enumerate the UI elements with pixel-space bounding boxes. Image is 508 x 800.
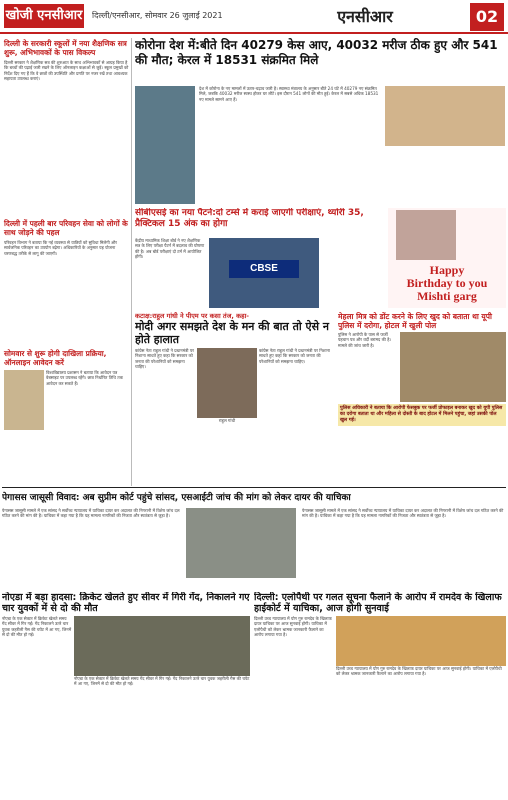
politics-kicker: कटाक्ष:राहुल गांधी ने पीएम पर कसा तंज, कहा- <box>135 312 249 320</box>
pegasus-body-2: पेगासस जासूसी मामले में एक सांसद ने सर्वोच्च न्यायालय में याचिका दायर कर अदालत की निगरानी में विशेष जांच दल गठित करने की मांग की है। याचिका में कहा गया है कि यह मामला नागरिकों की निजता और स्वतंत्रता से जुड़ा है। <box>302 508 504 519</box>
noida-body: नोएडा के एक सेक्टर में क्रिकेट खेलते समय गेंद सीवर में गिर गई। गेंद निकालने उतरे चार युवक जहरीली गैस की चपेट में आ गए, जिनमें से दो की मौत हो गई। <box>2 616 72 638</box>
highlight-box <box>338 404 506 426</box>
left-headline-2: दिल्ली में पहली बार परिवहन सेवा को लोगों के साथ जोड़ने की पहल <box>4 219 128 237</box>
left-headline-1: दिल्ली के सरकारी स्कूलों में नया शैक्षणिक सत्र शुरू, अभिभावकों के पास विकल्प <box>4 39 127 57</box>
fake-police-headline: मेहला मित्र को डोंट करने के लिए खुद को बताता था यूपी पुलिस में दरोगा, होटल में खुली पोल <box>338 312 492 330</box>
sewer-photo <box>74 616 250 676</box>
cbse-headline: सीबीएसई का नया पैटर्न:दो टर्म्स में कराई जाएगी परीक्षाएं, थ्योरी 35, प्रैक्टिकल 15 अंक का होगा <box>135 208 364 229</box>
pegasus-body-area <box>2 508 506 588</box>
lead-story <box>135 38 507 84</box>
birthday-ad <box>388 208 506 308</box>
allopathy-body: दिल्ली उच्च न्यायालय में योग गुरु रामदेव के खिलाफ दायर याचिका पर आज सुनवाई होगी। याचिका में एलोपैथी को लेकर भ्रामक जानकारी फैलाने का आरोप लगाया गया है। <box>254 616 332 638</box>
photo-caption: राहुल गांधी <box>218 418 236 423</box>
highlight-text: पुलिस अधिकारी ने बताया कि आरोपी फेसबुक पर फर्जी प्रोफाइल बनाकर खुद को यूपी पुलिस का दरोगा बताता था और महिला से दोस्ती के बाद होटल में मिलने पहुंचा, जहां उसकी पोल खुल गई। <box>340 406 503 423</box>
lead-headline: कोरोना देश में:बीते दिन 40279 केस आए, 40032 मरीज ठीक हुए और 541 की मौत; केरल में 18531 संक्रमित मिले <box>135 38 498 67</box>
cbse-body-area <box>135 238 385 308</box>
newspaper-logo: खोजी एनसीआर <box>4 4 84 28</box>
allopathy-story <box>254 592 506 798</box>
left-body-1: दिल्ली सरकार ने शैक्षणिक सत्र की शुरुआत के साथ अभिभावकों से आग्रह किया है कि बच्चों की पढ़ाई जारी रखने के लिए ऑनलाइन कक्षाओं से जुड़ें। स्कूल प्रमुखों को निर्देश दिए गए हैं कि वे छात्रों की उपस्थिति और प्रगति पर नजर रखें तथा आवश्यक सहायता उपलब्ध कराएं। <box>4 60 129 82</box>
fake-police-story <box>338 312 506 486</box>
politics-body: कांग्रेस नेता राहुल गांधी ने प्रधानमंत्री पर निशाना साधते हुए कहा कि सरकार को जनता की परेशानियों को समझना चाहिए। <box>135 348 194 370</box>
politics-body-2: कांग्रेस नेता राहुल गांधी ने प्रधानमंत्री पर निशाना साधते हुए कहा कि सरकार को जनता की परेशानियों को समझना चाहिए। <box>259 348 331 364</box>
dateline: दिल्ली/एनसीआर, सोमवार 26 जुलाई 2021 <box>92 11 223 20</box>
rahul-photo <box>197 348 257 418</box>
cbse-sign: CBSE <box>229 260 299 278</box>
birthday-line-3: Mishti garg <box>417 289 477 303</box>
cbse-body: केंद्रीय माध्यमिक शिक्षा बोर्ड ने नए शैक्षणिक सत्र के लिए परीक्षा पैटर्न में बदलाव की घोषणा की है। अब बोर्ड परीक्षाएं दो टर्म में आयोजित होंगी। <box>135 238 205 260</box>
left-body-3: विश्वविद्यालय प्रशासन ने बताया कि आवेदन पत्र वेबसाइट पर उपलब्ध रहेंगे। छात्र निर्धारित तिथि तक आवेदन कर सकते हैं। <box>46 370 123 386</box>
politics-story <box>135 312 335 486</box>
allopathy-body-2: दिल्ली उच्च न्यायालय में योग गुरु रामदेव के खिलाफ दायर याचिका पर आज सुनवाई होगी। याचिका में एलोपैथी को लेकर भ्रामक जानकारी फैलाने का आरोप लगाया गया है। <box>336 666 502 677</box>
pegasus-body: पेगासस जासूसी मामले में एक सांसद ने सर्वोच्च न्यायालय में याचिका दायर कर अदालत की निगरानी में विशेष जांच दल गठित करने की मांग की है। याचिका में कहा गया है कि यह मामला नागरिकों की निजता और स्वतंत्रता से जुड़ा है। <box>2 508 180 519</box>
vaccination-photo <box>385 86 505 146</box>
pegasus-headline: पेगासस जासूसी विवाद: अब सुप्रीम कोर्ट पहुंचे सांसद, एसआईटी जांच की मांग को लेकर दायर की याचिका <box>2 493 351 503</box>
child-photo <box>396 210 456 260</box>
lead-body: देश में कोरोना के नए मामलों में उतार-चढ़ाव जारी है। स्वास्थ्य मंत्रालय के अनुसार बीते 24 घंटे में 40279 नए संक्रमित मिले, जबकि 40032 मरीज स्वस्थ होकर घर लौटे। इस दौरान 541 लोगों की मौत हुई। केरल में सबसे अधिक 18531 नए मामले सामने आए हैं। <box>199 86 379 102</box>
supreme-court-photo <box>186 508 296 578</box>
cbse-story <box>135 208 385 238</box>
ramdev-photo <box>336 616 506 666</box>
noida-story <box>2 592 250 798</box>
noida-headline: नोएडा में बड़ा हादसा: क्रिकेट खेलते हुए सीवर में गिरी गेंद, निकालने गए चार युवकों में से दो की मौत <box>2 592 250 614</box>
fake-police-body: पुलिस ने आरोपी के पास से फर्जी पहचान पत्र और वर्दी बरामद की है। मामले की जांच जारी है। <box>338 332 392 348</box>
pegasus-headline-bar <box>2 490 506 506</box>
fake-police-photo <box>400 332 506 402</box>
left-body-2: परिवहन विभाग ने बताया कि नई व्यवस्था से यात्रियों को सुविधा मिलेगी और सार्वजनिक परिवहन का उपयोग बढ़ेगा। अधिकारियों के अनुसार यह योजना चरणबद्ध तरीके से लागू की जाएगी। <box>4 240 118 256</box>
left-column <box>2 38 132 486</box>
left-headline-3: सोमवार से शुरू होगी दाखिला प्रक्रिया, ऑनलाइन आवेदन करें <box>4 349 107 367</box>
politics-headline: मोदी अगर समझते देश के मन की बात तो ऐसे न होते हालात <box>135 320 329 346</box>
noida-body-2: नोएडा के एक सेक्टर में क्रिकेट खेलते समय गेंद सीवर में गिर गई। गेंद निकालने उतरे चार युवक जहरीली गैस की चपेट में आ गए, जिनमें से दो की मौत हो गई। <box>74 676 250 687</box>
divider <box>2 487 506 488</box>
lead-body-area <box>135 86 507 206</box>
section-title: एनसीआर <box>337 7 393 26</box>
allopathy-headline: दिल्ली: एलोपैथी पर गलत सूचना फैलाने के आरोप में रामदेव के खिलाफ हाईकोर्ट में याचिका, आज होगी सुनवाई <box>254 592 502 614</box>
building-photo <box>4 370 44 430</box>
birthday-line-1: Happy <box>429 263 465 277</box>
page-number: 02 <box>470 3 504 31</box>
cbse-building-photo <box>209 238 319 308</box>
birthday-line-2: Birthday to you <box>406 276 488 290</box>
covid-photo <box>135 86 195 204</box>
